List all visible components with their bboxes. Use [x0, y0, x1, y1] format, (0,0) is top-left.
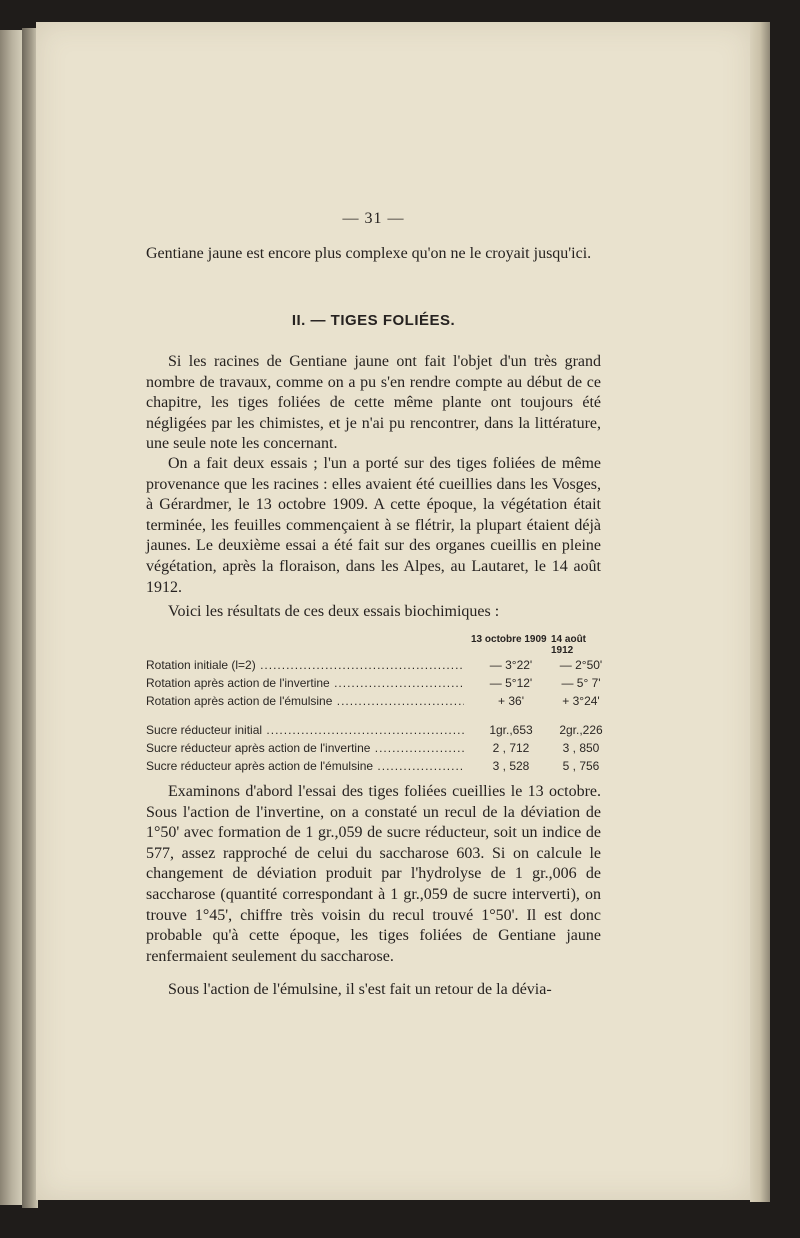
row-label: Rotation après action de l'invertine .....: [146, 676, 464, 690]
book-page: [36, 22, 752, 1200]
paragraph-3: Voici les résultats de ces deux essais biochimiques :: [168, 603, 500, 620]
table-row: [146, 741, 626, 759]
row-value-1912: 3 , 850: [562, 741, 600, 755]
paragraph-4: Examinons d'abord l'essai des tiges foliées cueillies le 13 octobre. Sous l'action de l'invertine, on a constaté un recul de la déviation de 1°50' avec formation de 1 gr.,059 de sucre réducteur, soit un indice de 577, assez rapproché de celui du saccharose 603. Si on calcule le changement de déviation produit par l'hydrolyse de 1 gr.,006 de saccharose (quantité correspondant à 1 gr.,059 de sucre interverti), on trouve 1°45', chiffre très voisin du recul trouvé 1°50'. Il est donc probable qu'à cette époque, les tiges foliées de Gentiane jaune renfermaient seulement du saccharose.: [146, 783, 601, 965]
row-value-1909: 2 , 712: [492, 741, 530, 755]
table-row: [146, 759, 626, 777]
paragraph-1: Si les racines de Gentiane jaune ont fait l'objet d'un très grand nombre de travaux, comme on a pu s'en rendre compte au début de ce chapitre, les tiges foliées de cette même plante ont toujours été négligées par les chimistes, et je n'ai pu rencontrer, dans la littérature, une seule note les concernant.: [146, 353, 601, 453]
row-value-1909: 3 , 528: [492, 759, 530, 773]
row-value-1912: 2gr.,226: [559, 723, 603, 737]
row-value-1912: 5 , 756: [562, 759, 600, 773]
table-header-col2: 14 août 1912: [551, 634, 587, 656]
row-value-1912: — 2°50': [559, 658, 603, 672]
table-header-col1: 13 octobre 1909: [471, 634, 547, 645]
paragraph-2: On a fait deux essais ; l'un a porté sur des tiges foliées de même provenance que les racines : elles avaient été cueillies dans les Vosges, à Gérardmer, le 13 octobre 1909. A cette époque, la végétation était terminée, les feuilles commençaient à se flétrir, la plupart étaient déjà jaunes. Le deuxième essai a été fait sur des organes cueillis en pleine végétation, après la floraison, dans les Alpes, au Lautaret, le 14 août 1912.: [146, 455, 601, 596]
row-value-1909: — 3°22': [489, 658, 533, 672]
table-row: [146, 723, 626, 741]
table-row: [146, 694, 626, 712]
row-value-1909: — 5°12': [489, 676, 533, 690]
lead-paragraph: Gentiane jaune est encore plus complexe qu'on ne le croyait jusqu'ici.: [146, 245, 592, 262]
page-number: — 31 —: [342, 210, 405, 227]
row-value-1912: — 5° 7': [561, 676, 601, 690]
row-label: Rotation initiale (l=2) .....: [146, 658, 464, 672]
row-value-1912: + 3°24': [562, 694, 600, 708]
paragraph-5: Sous l'action de l'émulsine, il s'est fait un retour de la dévia-: [168, 981, 552, 998]
facing-page-edge: [0, 30, 22, 1205]
row-value-1909: 1gr.,653: [489, 723, 533, 737]
section-title: II. — TIGES FOLIÉES.: [291, 312, 456, 329]
table-row: [146, 658, 626, 676]
page-stack-edge: [750, 22, 770, 1202]
row-label: Sucre réducteur après action de l'invertine .....: [146, 741, 464, 755]
row-label: Sucre réducteur après action de l'émulsine .....: [146, 759, 464, 773]
row-value-1909: + 36': [498, 694, 524, 708]
row-label: Rotation après action de l'émulsine .....: [146, 694, 464, 708]
row-label: Sucre réducteur initial .....: [146, 723, 464, 737]
table-row: [146, 676, 626, 694]
